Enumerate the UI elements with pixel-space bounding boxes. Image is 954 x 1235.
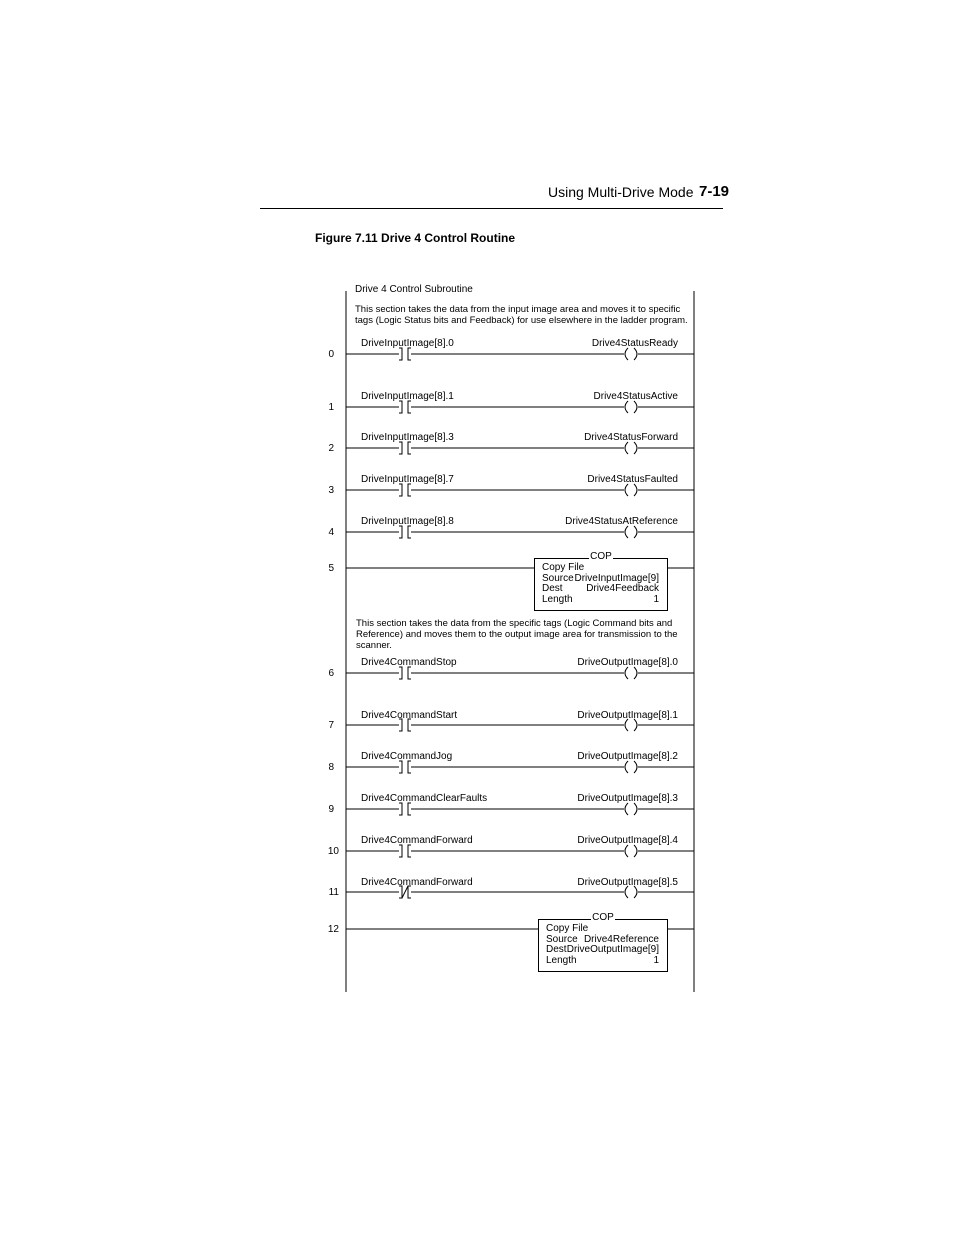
cop-name: Copy File [546, 923, 589, 934]
contact-tag: DriveInputImage[8].8 [361, 516, 454, 527]
rung-number: 10 [327, 846, 339, 857]
rung-number: 6 [328, 668, 334, 679]
coil-tag: DriveOutputImage[8].5 [577, 877, 678, 888]
output-coil-icon [625, 401, 637, 413]
page-number: 7-19 [699, 183, 730, 200]
cop-source-label: Source [546, 934, 578, 945]
normally-open-contact-icon [399, 761, 411, 773]
figure-caption: Figure 7.11 Drive 4 Control Routine [315, 231, 516, 245]
output-coil-icon [625, 348, 637, 360]
coil-tag: DriveOutputImage[8].4 [577, 835, 678, 846]
normally-open-contact-icon [399, 484, 411, 496]
cop-source-label: Source [542, 573, 574, 584]
coil-tag: DriveOutputImage[8].1 [577, 710, 678, 721]
coil-tag: Drive4StatusAtReference [565, 516, 678, 527]
rung-number: 2 [328, 443, 334, 454]
rung-number: 0 [328, 349, 334, 360]
cop-source-value: Drive4Reference [583, 934, 659, 945]
normally-open-contact-icon [399, 348, 411, 360]
cop-name: Copy File [542, 562, 585, 573]
normally-open-contact-icon [399, 667, 411, 679]
rung-number: 1 [328, 402, 334, 413]
cop-instruction-box [534, 551, 668, 611]
section-note-input: This section takes the data from the input image area and moves it to specific tags (Logic Status bits and Feedback) for use elsewhere in the ladder program. [355, 304, 688, 326]
cop-dest-value: Drive4Feedback [586, 583, 659, 594]
cop-instruction-box [538, 912, 668, 972]
rung-number: 7 [328, 720, 334, 731]
cop-dest-value: DriveOutputImage[9] [566, 944, 659, 955]
normally-open-contact-icon [399, 401, 411, 413]
normally-open-contact-icon [399, 845, 411, 857]
coil-tag: Drive4StatusForward [584, 432, 678, 443]
contact-tag: Drive4CommandStart [361, 710, 458, 721]
contact-tag: Drive4CommandStop [361, 657, 457, 668]
rung-number: 8 [328, 762, 334, 773]
cop-length-value: 1 [653, 955, 659, 966]
cop-length-value: 1 [653, 594, 659, 605]
normally-open-contact-icon [399, 526, 411, 538]
contact-tag: DriveInputImage[8].7 [361, 474, 454, 485]
normally-open-contact-icon [399, 803, 411, 815]
output-coil-icon [625, 526, 637, 538]
contact-tag: DriveInputImage[8].3 [361, 432, 454, 443]
coil-tag: DriveOutputImage[8].2 [577, 751, 678, 762]
rung-number: 12 [327, 924, 339, 935]
cop-dest-label: Dest [542, 583, 563, 594]
rung-number: 9 [328, 804, 334, 815]
contact-tag: Drive4CommandForward [361, 835, 473, 846]
output-coil-icon [625, 761, 637, 773]
coil-tag: Drive4StatusReady [591, 338, 678, 349]
section-note-output: This section takes the data from the specific tags (Logic Command bits and Reference) and moves them to the output image area for transmission to the scanner. [356, 618, 678, 651]
normally-open-contact-icon [399, 442, 411, 454]
coil-tag: DriveOutputImage[8].3 [577, 793, 678, 804]
output-coil-icon [625, 667, 637, 679]
cop-length-label: Length [542, 594, 573, 605]
output-coil-icon [625, 484, 637, 496]
output-coil-icon [625, 845, 637, 857]
contact-tag: Drive4CommandJog [361, 751, 453, 762]
output-coil-icon [625, 803, 637, 815]
coil-tag: Drive4StatusActive [593, 391, 678, 402]
rung-number: 3 [328, 485, 334, 496]
cop-dest-label: Dest [546, 944, 567, 955]
cop-source-value: DriveInputImage[9] [574, 573, 659, 584]
coil-tag: Drive4StatusFaulted [587, 474, 678, 485]
contact-tag: Drive4CommandClearFaults [361, 793, 488, 804]
coil-tag: DriveOutputImage[8].0 [577, 657, 678, 668]
routine-heading: Drive 4 Control Subroutine [355, 284, 473, 295]
contact-tag: DriveInputImage[8].1 [361, 391, 454, 402]
contact-tag: DriveInputImage[8].0 [361, 338, 454, 349]
output-coil-icon [625, 442, 637, 454]
cop-title: COP [590, 551, 612, 562]
contact-tag: Drive4CommandForward [361, 877, 473, 888]
cop-length-label: Length [546, 955, 577, 966]
rung-number: 11 [328, 887, 339, 898]
cop-title: COP [592, 912, 614, 923]
running-header-title: Using Multi-Drive Mode [548, 184, 694, 200]
rung-number: 4 [328, 527, 334, 538]
rung-number: 5 [328, 563, 334, 574]
